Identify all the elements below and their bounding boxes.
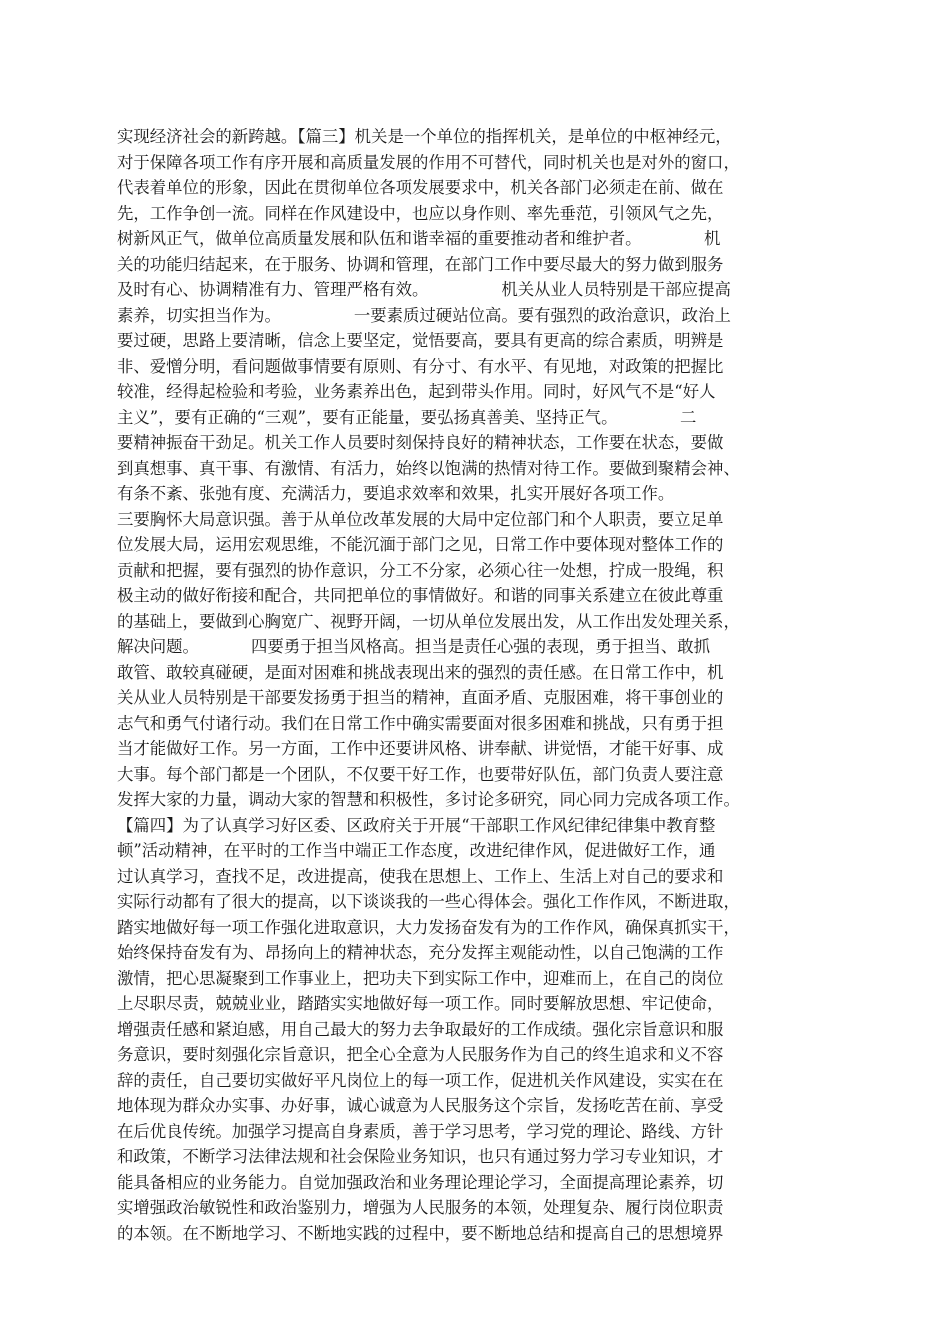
text-line: 发挥大家的力量，调动大家的智慧和积极性，多讨论多研究，同心同力完成各项工作。 xyxy=(117,790,740,809)
text-line: 地体现为群众办实事、办好事，诚心诚意为人民服务这个宗旨，发扬吃苦在前、享受 xyxy=(117,1096,724,1115)
text-line: 关从业人员特别是干部要发扬勇于担当的精神，直面矛盾、克服困难，将干事创业的 xyxy=(117,688,724,707)
text-line: 志气和勇气付诸行动。我们在日常工作中确实需要面对很多困难和挑战，只有勇于担 xyxy=(117,713,724,733)
text-line: 素养，切实担当作为。 一要素质过硬站位高。要有强烈的政治意识，政治上 xyxy=(117,305,731,325)
text-line: 极主动的做好衔接和配合，共同把单位的事情做好。和谐的同事关系建立在彼此尊重 xyxy=(117,586,724,605)
text-line: 激情，把心思凝聚到工作事业上，把功夫下到实际工作中，迎难而上，在自己的岗位 xyxy=(117,968,724,988)
text-line: 有条不紊、张弛有度、充满活力，要追求效率和效果，扎实开展好各项工作。 xyxy=(117,484,675,503)
text-line: 位发展大局，运用宏观思维，不能沉湎于部门之见，日常工作中要体现对整体工作的 xyxy=(117,535,724,554)
text-line: 三要胸怀大局意识强。善于从单位改革发展的大局中定位部门和个人职责，要立足单 xyxy=(117,509,724,529)
text-line: 始终保持奋发有为、昂扬向上的精神状态，充分发挥主观能动性，以自己饱满的工作 xyxy=(117,943,724,962)
text-line: 上尽职尽责，兢兢业业，踏踏实实地做好每一项工作。同时要解放思想、牢记使命， xyxy=(117,994,724,1013)
text-line: 要过硬，思路上要清晰，信念上要坚定，觉悟要高，要具有更高的综合素质，明辨是 xyxy=(117,331,724,350)
text-line: 辞的责任，自己要切实做好平凡岗位上的每一项工作，促进机关作风建设，实实在在 xyxy=(117,1070,724,1090)
text-line: 贡献和把握，要有强烈的协作意识，分工不分家，必须心往一处想，拧成一股绳，积 xyxy=(117,560,724,580)
text-line: 【篇四】为了认真学习好区委、区政府关于开展“干部职工作风纪律纪律集中教育整 xyxy=(117,815,716,835)
text-line: 大事。每个部门都是一个团队，不仅要干好工作，也要带好队伍，部门负责人要注意 xyxy=(117,764,724,784)
text-line: 实增强政治敏锐性和政治鉴别力，增强为人民服务的本领，处理复杂、履行岗位职责 xyxy=(117,1198,724,1217)
text-line: 先，工作争创一流。同样在作风建设中，也应以身作则、率先垂范，引领风气之先， xyxy=(117,203,724,223)
text-line: 实现经济社会的新跨越。【篇三】机关是一个单位的指挥机关，是单位的中枢神经元， xyxy=(117,127,732,146)
text-line: 务意识，要时刻强化宗旨意识，把全心全意为人民服务作为自己的终生追求和义不容 xyxy=(117,1045,724,1064)
text-line: 的基础上，要做到心胸宽广、视野开阔，一切从单位发展出发，从工作出发处理关系， xyxy=(117,611,740,631)
text-line: 树新风正气，做单位高质量发展和队伍和谐幸福的重要推动者和维护者。 机 xyxy=(117,229,721,248)
text-line: 实际行动都有了很大的提高，以下谈谈我的一些心得体会。强化工作作风，不断进取， xyxy=(117,892,740,911)
text-line: 能具备相应的业务能力。自觉加强政治和业务理论理论学习，全面提高理论素养，切 xyxy=(117,1172,724,1192)
text-line: 要精神振奋干劲足。机关工作人员要时刻保持良好的精神状态，工作要在状态，要做 xyxy=(117,433,724,452)
text-line: 解决问题。 四要勇于担当风格高。担当是责任心强的表现，勇于担当、敢抓 xyxy=(117,637,710,656)
text-line: 过认真学习，查找不足，改进提高，使我在思想上、工作上、生活上对自己的要求和 xyxy=(117,866,724,886)
text-line: 较准，经得起检验和考验，业务素养出色，起到带头作用。同时，好风气不是“好人 xyxy=(117,382,716,401)
text-line: 踏实地做好每一项工作强化进取意识，大力发扬奋发有为的工作作风，确保真抓实干， xyxy=(117,917,740,937)
text-line: 当才能做好工作。另一方面，工作中还要讲风格、讲奉献、讲觉悟，才能干好事、成 xyxy=(117,739,724,758)
text-line: 代表着单位的形象，因此在贯彻单位各项发展要求中，机关各部门必须走在前、做在 xyxy=(117,178,724,197)
text-line: 主义”，要有正确的“三观”，要有正能量，要弘扬真善美、坚持正气。 二 xyxy=(117,407,697,427)
text-line: 非、爱憎分明，看问题做事情要有原则、有分寸、有水平、有见地，对政策的把握比 xyxy=(117,356,724,376)
text-line: 关的功能归结起来，在于服务、协调和管理，在部门工作中要尽最大的努力做到服务 xyxy=(117,254,724,274)
text-line: 增强责任感和紧迫感，用自己最大的努力去争取最好的工作成绩。强化宗旨意识和服 xyxy=(117,1019,724,1039)
text-line: 的本领。在不断地学习、不断地实践的过程中，要不断地总结和提高自己的思想境界 xyxy=(117,1223,724,1243)
text-line: 及时有心、协调精准有力、管理严格有效。 机关从业人员特别是干部应提高 xyxy=(117,280,731,299)
document-body-text xyxy=(117,124,829,1246)
text-line: 和政策，不断学习法律法规和社会保险业务知识，也只有通过努力学习专业知识，才 xyxy=(117,1147,724,1166)
text-line: 敢管、敢较真碰硬，是面对困难和挑战表现出来的强烈的责任感。在日常工作中，机 xyxy=(117,662,724,682)
text-line: 到真想事、真干事、有激情、有活力，始终以饱满的热情对待工作。要做到聚精会神、 xyxy=(117,458,740,478)
text-line: 对于保障各项工作有序开展和高质量发展的作用不可替代，同时机关也是对外的窗口， xyxy=(117,152,740,172)
text-line: 在后优良传统。加强学习提高自身素质，善于学习思考，学习党的理论、路线、方针 xyxy=(117,1121,724,1141)
text-line: 顿”活动精神，在平时的工作当中端正工作态度，改进纪律作风，促进做好工作，通 xyxy=(117,841,716,860)
